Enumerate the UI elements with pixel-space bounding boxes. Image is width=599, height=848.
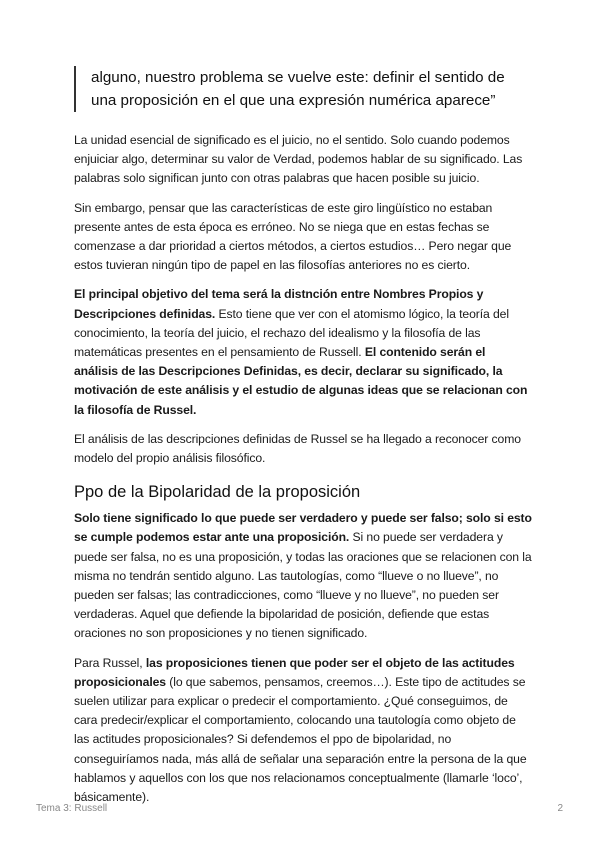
- bipolarity-bold: Solo tiene significado lo que puede ser verdadero y puede ser falso; solo si esto se cumple podemos estar ante una proposición.: [74, 511, 532, 545]
- content-bold: El contenido serán el análisis de las Descripciones Definidas, es decir, declarar su significado, la motivación de este análisis y el estudio de algunas ideas que se relacionan con la filosofía de Russel.: [74, 345, 528, 417]
- attitudes-intro: Para Russel,: [74, 655, 146, 670]
- paragraph-bipolarity: [74, 509, 532, 643]
- section-heading: Ppo de la Bipolaridad de la proposición: [74, 483, 361, 502]
- paragraph-linguistic-turn: Sin embargo, pensar que las características de este giro lingüístico no estaban presente antes de esta época es erróneo. No se niega que en estas fechas se comenzase a dar prioridad a ciertos métodos, a ciertos estudios… Pero negar que estos tuvieran ningún tipo de papel en las filosofías anteriores no es cierto.: [74, 200, 512, 273]
- quote-line-2: una proposición en el que una expresión numérica aparece”: [91, 92, 496, 109]
- objective-text: Esto tiene que ver con el atomismo lógico, la teoría del conocimiento, la teoría del juicio, el rechazo del idealismo y la filosofía de las matemáticas presentes en el pensamiento de Russell.: [74, 306, 509, 360]
- paragraph-analysis-model: El análisis de las descripciones definidas de Russel se ha llegado a reconocer como modelo del propio análisis filosófico.: [74, 431, 521, 466]
- objective-bold: El principal objetivo del tema será la distnción entre Nombres Propios y Descripciones definidas.: [74, 287, 484, 321]
- footer-title: Tema 3: Russell: [36, 803, 108, 814]
- quote-line-1: alguno, nuestro problema se vuelve este: definir el sentido de: [91, 69, 505, 86]
- page-number: 2: [557, 803, 563, 814]
- attitudes-bold: las proposiciones tienen que poder ser el objeto de las actitudes proposicionales: [74, 655, 515, 689]
- block-quote: [74, 66, 561, 112]
- attitudes-text: (lo que sabemos, pensamos, creemos…). Este tipo de actitudes se suelen utilizar para explicar o predecir el comportamiento. ¿Qué conseguimos, de cara predecir/explicar el comportamiento, colocando una tautología como objeto de las actitudes proposicionales? Si defendemos el ppo de bipolaridad, no conseguiríamos nada, más allá de señalar una separación entre la persona de la que hablamos y aquellos con los que nos relacionamos conceptualmente (llamarle ‘loco’, básicamente).: [74, 674, 527, 805]
- paragraph-objective: [74, 285, 532, 419]
- bipolarity-text: Si no puede ser verdadera y puede ser falsa, no es una proposición, y todas las oraciones que se relacionen con la misma no tendrán sentido alguno. Las tautologías, como “llueve o no llueve”, no pueden ser falsas; las contradicciones, como “llueve y no llueve”, no pueden ser verdaderas. Aquel que defiende la bipolaridad de posición, defiende que estas oraciones no son proposiciones y no tienen significado.: [74, 530, 532, 641]
- paragraph-judgment: La unidad esencial de significado es el juicio, no el sentido. Solo cuando podemos enjuiciar algo, determinar su valor de Verdad, podemos hablar de su significado. Las palabras solo significan junto con otras palabras que hacen posible su juicio.: [74, 133, 523, 186]
- paragraph-attitudes: [74, 654, 532, 808]
- page-body: [74, 131, 532, 817]
